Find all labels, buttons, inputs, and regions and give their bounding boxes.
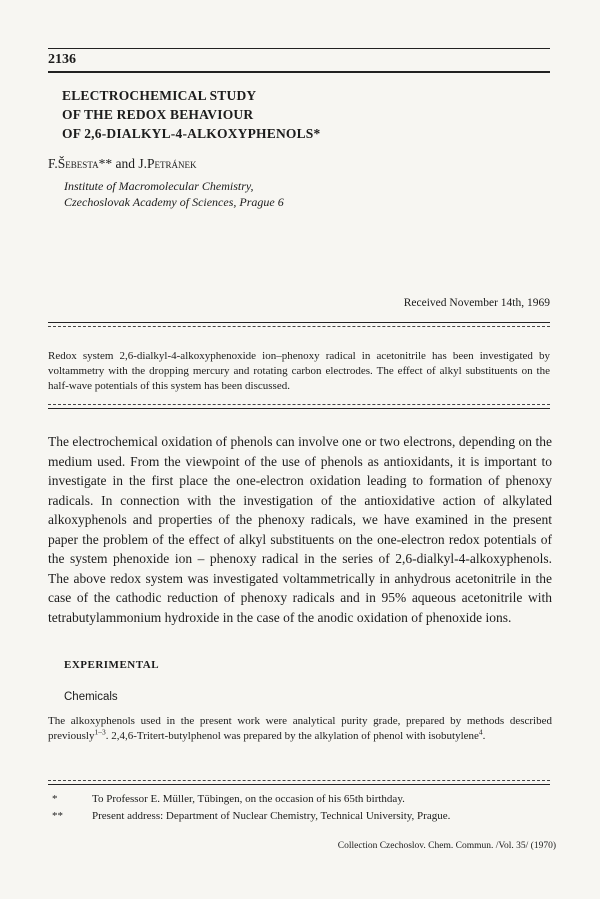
author-connector: and bbox=[115, 156, 135, 171]
chemicals-paragraph bbox=[48, 714, 552, 744]
footnote-dotted-rule bbox=[48, 780, 550, 781]
footnote-1-mark: * bbox=[52, 793, 58, 805]
chemicals-text-3: . bbox=[482, 730, 486, 742]
reference-4: 4 bbox=[478, 727, 483, 737]
title-line-1: ELECTROCHEMICAL STUDY bbox=[62, 88, 257, 103]
article-title bbox=[62, 86, 320, 143]
abstract-top-dotted-rule bbox=[48, 326, 550, 327]
page-number: 2136 bbox=[48, 52, 76, 67]
footnote-rule bbox=[48, 784, 550, 785]
title-line-3: OF 2,6-DIALKYL-4-ALKOXYPHENOLS* bbox=[62, 126, 321, 141]
affiliation-line-1: Institute of Macromolecular Chemistry, bbox=[64, 179, 254, 193]
abstract-bottom-rule bbox=[48, 408, 550, 409]
abstract-top-rule bbox=[48, 322, 550, 323]
received-date: Received November 14th, 1969 bbox=[403, 297, 550, 309]
footnote-1-text: To Professor E. Müller, Tübingen, on the occasion of his 65th birthday. bbox=[92, 793, 405, 805]
footnote-1 bbox=[48, 793, 558, 805]
section-heading: EXPERIMENTAL bbox=[64, 659, 160, 671]
title-line-2: OF THE REDOX BEHAVIOUR bbox=[62, 107, 254, 122]
author-2: J.Petránek bbox=[138, 156, 197, 171]
affiliation-line-2: Czechoslovak Academy of Sciences, Prague 6 bbox=[64, 195, 284, 209]
header-rule bbox=[48, 71, 550, 73]
top-rule bbox=[48, 48, 550, 49]
authors bbox=[48, 156, 196, 172]
reference-1-3: 1–3 bbox=[94, 727, 106, 737]
abstract-bottom-dotted-rule bbox=[48, 404, 550, 405]
subsection-heading: Chemicals bbox=[64, 691, 118, 703]
chemicals-text-2: . 2,4,6-Tritert-butylphenol was prepared by the alkylation of phenol with isobutylene bbox=[105, 730, 479, 742]
footnote-2-text: Present address: Department of Nuclear Chemistry, Technical University, Prague. bbox=[92, 810, 451, 822]
author-1: F.Šebesta bbox=[48, 156, 99, 171]
footnote-2-mark: ** bbox=[52, 810, 63, 822]
author-1-mark: ** bbox=[98, 156, 113, 171]
journal-citation: Collection Czechoslov. Chem. Commun. /Vol. 35/ (1970) bbox=[337, 841, 556, 851]
abstract: Redox system 2,6-dialkyl-4-alkoxyphenoxide ion–phenoxy radical in acetonitrile has been investigated by voltammetry with the dropping mercury and rotating carbon electrodes. The effect of alkyl substituents on the half-wave potentials of this system has been discussed. bbox=[48, 350, 550, 392]
affiliation bbox=[64, 178, 284, 210]
introduction-paragraph: The electrochemical oxidation of phenols can involve one or two electrons, depending on the medium used. From the viewpoint of the use of phenols as antioxidants, it is important to investigate in the first place the one-electron oxidation leading to formation of phenoxy radicals. In connection with the investigation of the antioxidative action of alkylated alkoxyphenols and properties of the phenoxy radicals, we have examined in the present paper the problem of the effect of alkyl substituents on the one-electron redox potentials of the system phenoxide ion – phenoxy radical in the series of 2,6-dialkyl-4-alkoxyphenols. The above redox system was investigated voltammetrically in anhydrous acetonitrile in the case of the cathodic reduction of phenoxy radicals and in 95% aqueous acetonitrile with tetrabutylammonium hydroxide in the case of the anodic oxidation of phenoxide ions. bbox=[48, 434, 552, 625]
footnote-2 bbox=[48, 810, 558, 822]
chemicals-text-1: The alkoxyphenols used in the present work were analytical purity grade, prepared by methods described previously bbox=[48, 715, 552, 742]
